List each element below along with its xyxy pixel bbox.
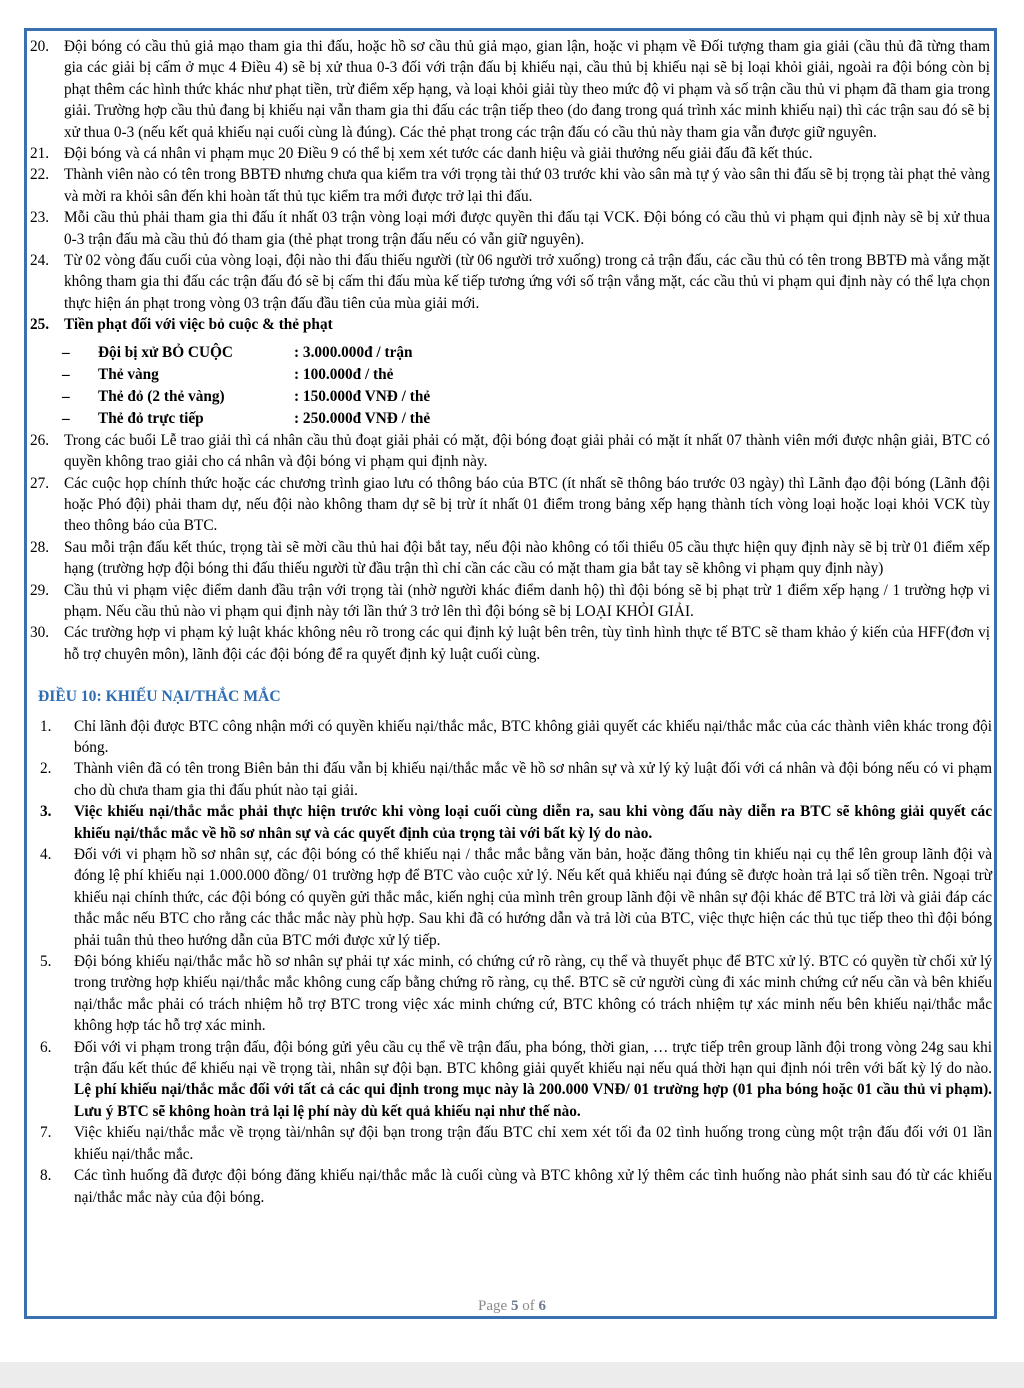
rule-item [28,36,994,143]
fee-row [28,386,994,408]
rule-item [28,143,994,164]
fee-heading: Tiền phạt đối với việc bỏ cuộc & thẻ phạt [64,316,333,334]
fee-row [28,364,994,386]
rule-number: 22. [30,166,50,184]
complaint-text: Đội bóng khiếu nại/thắc mắc hồ sơ nhân sự phải tự xác minh, có chứng cứ rõ ràng, cụ thể và thuyết phục để BTC xử lý. BTC có quyền từ chối xử lý trong trường hợp khiếu nại/thắc mắc không cung cấp bằng chứng rõ ràng, cụ thể. BTC sẽ cử người cùng đi xác minh chứng cứ nếu cần và bên khiếu nại/thắc mắc phải có trách nhiệm hỗ trợ BTC trong việc xác minh chứng cứ, BTC không có trách nhiệm tự xác minh nếu bên khiếu nại/thắc mắc không hợp tác hỗ trợ xác minh. [74,953,992,1035]
page-word: Page [478,1298,508,1314]
fee-row [28,342,994,364]
rule-item [28,473,994,537]
rule-item [28,622,994,665]
total-pages: 6 [538,1298,546,1314]
rule-item [28,207,994,250]
rule-text: Các trường hợp vi phạm kỷ luật khác không nêu rõ trong các qui định kỷ luật bên trên, tùy tình hình thực tế BTC sẽ tham khảo ý kiến của HFF(đơn vị hỗ trợ chuyên môn), lãnh đội các đội bóng để ra quyết định kỷ luật cuối cùng. [64,624,990,663]
complaint-item [28,844,994,951]
complaint-number: 1. [40,717,52,735]
rule-text: Cầu thủ vi phạm việc điểm danh đầu trận với trọng tài (nhờ người khác điểm danh hộ) thì đội bóng sẽ bị phạt trừ 1 điểm xếp hạng / 1 trường hợp vi phạm. Nếu cầu thủ nào vi phạm qui định này tới lần thứ 3 trở lên thì đội bóng sẽ bị LOẠI KHỎI GIẢI. [64,581,990,620]
complaint-list [28,716,994,1208]
complaint-item [28,1037,994,1123]
rule-item [28,314,994,335]
complaint-item [28,758,994,801]
rule-text: Đội bóng có cầu thủ giả mạo tham gia thi đấu, hoặc hồ sơ cầu thủ giả mạo, gian lận, hoặc vi phạm về Đối tượng tham gia giải (cầu thủ đã từng tham gia các giải bị cấm ở mục 4 Điều 4) sẽ bị xử thua 0-3 đối với trận đấu bị khiếu nại, cầu thủ bị khiếu nại sẽ bị loại khỏi giải, ngoài ra đội bóng còn bị phạt thêm các hình thức khác như phạt tiền, trừ điểm xếp hạng, và loại khỏi giải tùy theo mức độ vi phạm và số trận cầu thủ vi phạm đã tham gia trong giải. Trường hợp cầu thủ đang bị khiếu nại vẫn tham gia thi đấu các trận tiếp theo (do đang trong quá trình xác minh khiếu nại) thì các trận sau đó sẽ bị xử thua 0-3 (nếu kết quả khiếu nại cuối cùng là đúng). Các thẻ phạt trong các trận đấu có cầu thủ này tham gia vẫn được giữ nguyên. [64,38,990,141]
fee-value: : 150.000đ VNĐ / thẻ [294,387,431,405]
rule-number: 30. [30,624,50,642]
rule-text: Đội bóng và cá nhân vi phạm mục 20 Điều 9 có thể bị xem xét tước các danh hiệu và giải thưởng nếu giải đấu đã kết thúc. [64,145,813,163]
rule-item [28,580,994,623]
of-word: of [522,1298,535,1314]
complaint-number: 5. [40,953,52,971]
rule-number: 24. [30,252,50,270]
fee-label: Thẻ đỏ (2 thẻ vàng) [98,387,225,405]
complaint-number: 4. [40,846,52,863]
complaint-text: Các tình huống đã được đội bóng đăng khiếu nại/thắc mắc là cuối cùng và BTC không xử lý thêm các tình huống nào phát sinh sau đó từ các khiếu nại/thắc mắc này của đội bóng. [74,1167,992,1206]
complaint-text [74,1037,994,1123]
rule-text: Các cuộc họp chính thức hoặc các chương trình giao lưu có thông báo của BTC (ít nhất sẽ thông báo trước 03 ngày) thì Lãnh đạo đội bóng (Lãnh đội hoặc Phó đội) phải tham dự, nếu đội nào không tham dự sẽ bị trừ ít nhất 01 điểm trong bảng xếp hạng thành tích vòng loại hoặc loại khỏi VCK tùy theo thông báo của BTC. [64,474,990,535]
complaint-text: Việc khiếu nại/thắc mắc phải thực hiện trước khi vòng loại cuối cùng diễn ra, sau khi vòng đấu này diễn ra BTC sẽ không giải quyết các khiếu nại/thắc mắc về hồ sơ nhân sự và các quyết định của trọng tài với bất kỳ lý do nào. [74,803,992,842]
complaint-text-bold: Lệ phí khiếu nại/thắc mắc đối với tất cả các qui định trong mục này là 200.000 VNĐ/ 01 trường hợp (01 pha bóng hoặc 01 cầu thủ vi phạm). Lưu ý BTC sẽ không hoàn trả lại lệ phí này dù kết quả khiếu nại như thế nào. [74,1081,992,1120]
rule-number: 25. [30,316,50,334]
rule-text: Sau mỗi trận đấu kết thúc, trọng tài sẽ mời cầu thủ hai đội bắt tay, nếu đội nào không có tối thiểu 05 cầu thực hiện quy định này sẽ bị trừ 01 điểm xếp hạng (trường hợp đội bóng thi đấu thiếu người từ đầu trận thì chỉ cần các cầu có mặt tham gia bắt tay sẽ không vi phạm quy định này) [64,538,990,578]
complaint-number: 7. [40,1124,52,1142]
rule-item [28,164,994,207]
complaint-text: Đối với vi phạm hồ sơ nhân sự, các đội bóng có thể khiếu nại / thắc mắc bằng văn bản, hoặc đăng thông tin khiếu nại cụ thể lên group lãnh đội và đóng lệ phí khiếu nại 1.000.000 đồng/ 01 trường hợp để BTC vào cuộc xử lý. Nếu kết quả khiếu nại đúng sẽ được hoàn trả lại số tiền trên. Ngoại trừ khiếu nại chính thức, các đội bóng có quyền gửi thắc mắc, kiến nghị của mình trên group lãnh đội về nhân sự đội khác để BTC trả lời và giải đáp các thắc mắc nếu BTC cho rằng các thắc mắc này phù hợp. Sau khi đã có hướng dẫn và trả lời của BTC, việc thực hiện các thủ tục tiếp theo thì đội bóng phải tuân thủ theo hướng dẫn của BTC mới được xử lý tiếp. [74,846,992,949]
complaint-item [28,1165,994,1208]
fee-label: Đội bị xử BỎ CUỘC [98,343,233,361]
fee-value: : 3.000.000đ / trận [294,343,413,361]
complaint-number: 8. [40,1167,52,1185]
section-title: ĐIỀU 10: KHIẾU NẠI/THẮC MẮC [38,688,281,706]
complaint-item [28,951,994,1037]
fee-list [28,342,994,430]
complaint-item [28,716,994,759]
rule-number: 20. [30,38,50,55]
complaint-item [28,801,994,844]
rule-number: 28. [30,538,50,556]
complaint-text-plain: Đối với vi phạm trong trận đấu, đội bóng gửi yêu cầu cụ thể về trận đấu, pha bóng, thời gian, … trực tiếp trên group lãnh đội trong vòng 24g sau khi trận đấu kết thúc để khiếu nại về trọng tài, nhân sự đội bạn. BTC không giải quyết khiếu nại nếu quá thời hạn qui định nói trên với bất kỳ lý do nào. [74,1038,992,1078]
rule-number: 29. [30,581,50,599]
complaint-number: 6. [40,1038,52,1056]
rule-item [28,250,994,314]
complaint-text: Việc khiếu nại/thắc mắc về trọng tài/nhân sự đội bạn trong trận đấu BTC chỉ xem xét tối đa 02 tình huống trong cùng một trận đấu đối với 01 lần khiếu nại/thắc mắc. [74,1124,992,1163]
page-footer [0,1298,1024,1315]
viewer-bottom-bar [0,1362,1024,1388]
fee-label: Thẻ vàng [98,365,159,383]
fee-dash: – [62,343,70,361]
fee-dash: – [62,409,70,427]
fee-label: Thẻ đỏ trực tiếp [98,409,204,427]
rule-text: Từ 02 vòng đấu cuối của vòng loại, đội nào thi đấu thiếu người (từ 06 người trở xuống) trong cả trận đấu, các cầu thủ có tên trong BBTĐ mà vắng mặt không tham gia thi đấu các trận đấu đó sẽ bị cấm thi đấu mùa kế tiếp tương ứng với số trận vắng mặt, các cầu thủ vi phạm qui định này có thể lựa chọn thực hiện án phạt trong vòng 03 trận đấu đầu tiên của mùa giải mới. [64,252,990,312]
fee-dash: – [62,365,70,383]
rule-number: 27. [30,474,50,492]
complaint-text: Chỉ lãnh đội được BTC công nhận mới có quyền khiếu nại/thắc mắc, BTC không giải quyết các khiếu nại/thắc mắc của các thành viên khác trong đội bóng. [74,717,992,756]
rule-text: Thành viên nào có tên trong BBTĐ nhưng chưa qua kiểm tra với trọng tài thứ 03 trước khi vào sân mà tự ý vào sân thi đấu sẽ bị trọng tài phạt thẻ vàng và mời ra khỏi sân đến khi hoàn tất thủ tục kiểm tra mới được trở lại thi đấu. [64,166,990,205]
fee-dash: – [62,387,70,405]
rule-number: 23. [30,209,50,227]
complaint-text: Thành viên đã có tên trong Biên bản thi đấu vẫn bị khiếu nại/thắc mắc về hồ sơ nhân sự và xử lý kỷ luật đối với cá nhân và đội bóng nếu có vi phạm cho dù chưa tham gia thi đấu phút nào tại giải. [74,760,992,799]
rule-item [28,430,994,473]
fee-value: : 100.000đ / thẻ [294,365,394,383]
rule-number: 21. [30,145,50,163]
rule-item [28,537,994,580]
complaint-number: 3. [40,803,52,821]
rule-number: 26. [30,431,50,449]
complaint-number: 2. [40,760,52,778]
fee-value: : 250.000đ VNĐ / thẻ [294,409,431,427]
current-page: 5 [510,1298,519,1314]
document-content [28,36,994,1208]
rule-text: Mỗi cầu thủ phải tham gia thi đấu ít nhất 03 trận vòng loại mới được quyền thi đấu tại VCK. Đội bóng có cầu thủ vi phạm qui định này sẽ bị xử thua 0-3 trận đấu mà cầu thủ đó tham gia (thẻ phạt trong trận đấu nếu có vẫn giữ nguyên). [64,209,990,248]
rule-text: Trong các buổi Lễ trao giải thì cá nhân cầu thủ đoạt giải phải có mặt, đội bóng đoạt giải phải có mặt ít nhất 07 thành viên mới được nhận giải, BTC có quyền không trao giải cho cá nhân và đội bóng vi phạm qui định này. [64,431,990,471]
complaint-item [28,1122,994,1165]
fee-row [28,408,994,430]
